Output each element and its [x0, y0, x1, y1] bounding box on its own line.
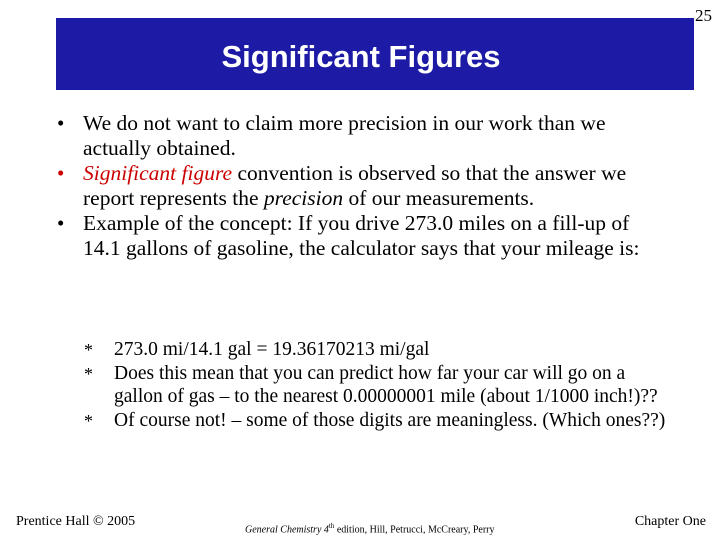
footer-book-title: General Chemistry 4 [245, 524, 329, 536]
asterisk-bullet-icon: * [84, 363, 93, 384]
bullet-list [56, 111, 666, 261]
sub-bullet-list [76, 338, 676, 432]
sub-bullet-text: Does this mean that you can predict how far your car will go on a gallon of gas – to the nearest 0.00000001 mile (about 1/1000 inch!)?? [114, 362, 658, 407]
bullet-item [56, 111, 666, 161]
bullet-text [83, 161, 626, 210]
sub-bullet-item [76, 338, 676, 362]
sub-bullet-text: Of course not! – some of those digits are meaningless. (Which ones??) [114, 409, 666, 431]
emphasis-significant-figure: Significant figure [83, 161, 233, 185]
bullet-text-part: of our measurements. [343, 186, 535, 210]
footer-authors: edition, Hill, Petrucci, McCreary, Perry [334, 524, 495, 536]
bullet-dot-icon: • [57, 211, 65, 235]
asterisk-bullet-icon: * [84, 410, 93, 431]
emphasis-precision: precision [263, 186, 344, 210]
bullet-text: Example of the concept: If you drive 273.0 miles on a fill-up of 14.1 gallons of gasoline, the calculator says that your mileage is: [83, 211, 640, 260]
footer-chapter: Chapter One [634, 514, 706, 529]
asterisk-bullet-icon: * [84, 340, 93, 360]
footer-publisher: Prentice Hall © 2005 [16, 514, 136, 529]
bullet-dot-icon: • [57, 161, 65, 185]
footer-sup: th [328, 522, 335, 530]
sub-bullet-item [76, 362, 676, 409]
slide-title: Significant Figures [221, 39, 501, 74]
bullet-text-part: convention is observed so that the answer we report represents the [83, 161, 627, 210]
slide-number: 25 [695, 6, 712, 25]
footer-textbook [245, 522, 495, 535]
bullet-item [56, 211, 666, 261]
bullet-item [56, 161, 666, 211]
sub-bullet-text: 273.0 mi/14.1 gal = 19.36170213 mi/gal [114, 339, 430, 360]
title-bar [56, 18, 694, 90]
bullet-text: We do not want to claim more precision in our work than we actually obtained. [83, 111, 606, 160]
sub-bullet-item [76, 409, 676, 433]
bullet-dot-icon: • [57, 111, 65, 135]
